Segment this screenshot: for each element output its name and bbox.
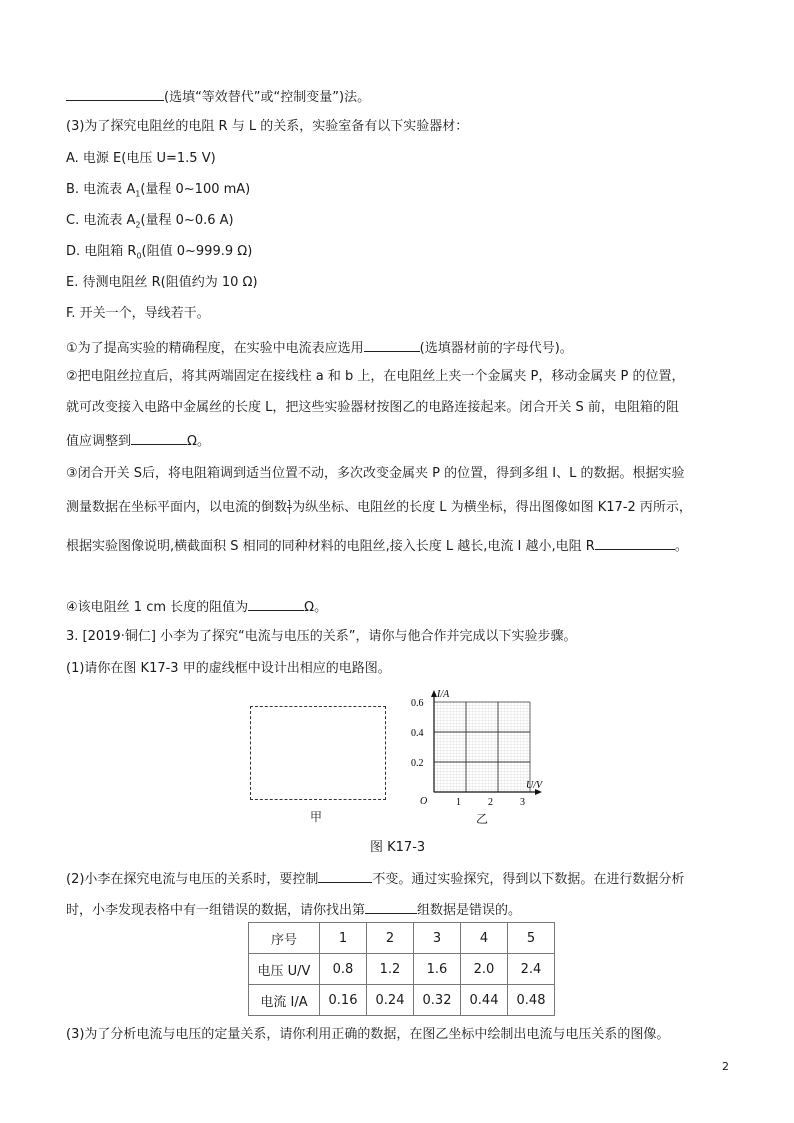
figure-label-jia: 甲 — [310, 810, 323, 824]
table-header: 电流 I/A — [249, 985, 320, 1016]
page-number: 2 — [722, 1060, 729, 1073]
x-axis-label: U/V — [526, 780, 543, 791]
question-3-part-1: (1)请你在图 K17-3 甲的虚线框中设计出相应的电路图。 — [66, 661, 391, 676]
y-tick-0.6: 0.6 — [411, 698, 424, 709]
table-cell: 1.2 — [367, 954, 414, 985]
table-cell: 0.8 — [320, 954, 367, 985]
table-cell: 0.24 — [367, 985, 414, 1016]
answer-blank-resistance-box[interactable] — [131, 430, 187, 445]
option-b: B. 电流表 $A_1$(量程 0~100 mA) — [66, 182, 251, 199]
option-d: D. 电阻箱 $R_0$(阻值 0~999.9 Ω) — [66, 244, 253, 261]
answer-blank-method[interactable] — [66, 86, 164, 101]
answer-blank-control[interactable] — [318, 868, 372, 883]
table-header: 电压 U/V — [249, 954, 320, 985]
answer-blank-wrong-group[interactable] — [365, 899, 417, 914]
fill-line-method: (选填“等效替代”或“控制变量”)法。 — [66, 86, 370, 107]
x-tick-3: 3 — [520, 797, 525, 808]
table-cell: 0.16 — [320, 985, 367, 1016]
table-cell: 2 — [367, 923, 414, 954]
table-cell: 0.48 — [508, 985, 555, 1016]
data-table — [248, 922, 555, 1016]
option-a: A. 电源 E(电压 U=1.5 V) — [66, 151, 216, 166]
origin-label: O — [420, 796, 428, 807]
table-cell: 1 — [320, 923, 367, 954]
answer-blank-resistance-trend[interactable] — [595, 535, 675, 550]
option-e: E. 待测电阻丝 R(阻值约为 10 Ω) — [66, 275, 258, 290]
y-tick-0.2: 0.2 — [411, 758, 424, 769]
table-cell: 5 — [508, 923, 555, 954]
table-cell: 2.0 — [461, 954, 508, 985]
minor-grid — [434, 702, 530, 792]
figure-caption: 图 K17-3 — [370, 840, 426, 855]
sub-question-2-line2: 就可改变接入电路中金属丝的长度 L，把这些实验器材按图乙的电路连接起来。闭合开关 S 前，电阻箱的阻 — [66, 400, 679, 415]
sub-question-2-line3: 值应调整到 Ω。 — [66, 430, 210, 451]
answer-blank-per-cm[interactable] — [248, 596, 304, 611]
option-c: C. 电流表 $A_2$(量程 0~0.6 A) — [66, 213, 234, 230]
table-row — [249, 954, 555, 985]
circuit-dashed-box[interactable] — [250, 706, 386, 800]
table-cell: 1.6 — [414, 954, 461, 985]
q3-intro: (3)为了探究电阻丝的电阻 R 与 L 的关系，实验室备有以下实验器材： — [66, 119, 469, 134]
y-axis-label: I/A — [437, 689, 450, 700]
table-cell: 3 — [414, 923, 461, 954]
sub-question-3-line3: 根据实验图像说明,横截面积 S 相同的同种材料的电阻丝,接入长度 L 越长,电流 I 越小,电阻 R 。 — [66, 535, 688, 556]
table-row — [249, 923, 555, 954]
sub-question-1: ①为了提高实验的精确程度，在实验中电流表应选用 (选填器材前的字母代号)。 — [66, 337, 573, 358]
sub-question-4: ④该电阻丝 1 cm 长度的阻值为 Ω。 — [66, 596, 327, 617]
x-tick-2: 2 — [488, 797, 493, 808]
question-3-part-3: (3)为了分析电流与电压的定量关系，请你利用正确的数据，在图乙坐标中绘制出电流与电压关系的图像。 — [66, 1027, 670, 1042]
axes-graph — [408, 688, 548, 818]
sub-question-3-line2: 测量数据在坐标平面内，以电流的倒数 $\frac{1}{I}$ 为纵坐标、电阻丝的长度 L 为横坐标，得出图像如图 K17-2 丙所示， — [66, 499, 692, 516]
y-tick-0.4: 0.4 — [411, 728, 424, 739]
table-header: 序号 — [249, 923, 320, 954]
fraction-one-over-i: $\frac{1}{I}$ — [287, 499, 293, 516]
table-row — [249, 985, 555, 1016]
question-3-part-2-line2: 时，小李发现表格中有一组错误的数据，请你找出第 组数据是错误的。 — [66, 899, 521, 920]
table-cell: 4 — [461, 923, 508, 954]
table-cell: 2.4 — [508, 954, 555, 985]
answer-blank-ammeter[interactable] — [364, 337, 420, 352]
table-cell: 0.32 — [414, 985, 461, 1016]
figure-label-yi: 乙 — [476, 812, 489, 826]
table-cell: 0.44 — [461, 985, 508, 1016]
question-3-title: 3. [2019·铜仁] 小李为了探究“电流与电压的关系”，请你与他合作并完成以下实验步骤。 — [66, 629, 577, 644]
x-tick-1: 1 — [456, 797, 461, 808]
sub-question-2-line1: ②把电阻丝拉直后，将其两端固定在接线柱 a 和 b 上，在电阻丝上夹一个金属夹 P，移动金属夹 P 的位置， — [66, 369, 685, 384]
option-f: F. 开关一个，导线若干。 — [66, 306, 210, 321]
sub-question-3-line1: ③闭合开关 S后，将电阻箱调到适当位置不动，多次改变金属夹 P 的位置，得到多组 I、L 的数据。根据实验 — [66, 466, 685, 481]
question-3-part-2-line1: (2)小李在探究电流与电压的关系时，要控制 不变。通过实验探究，得到以下数据。在进行数据分析 — [66, 868, 684, 889]
